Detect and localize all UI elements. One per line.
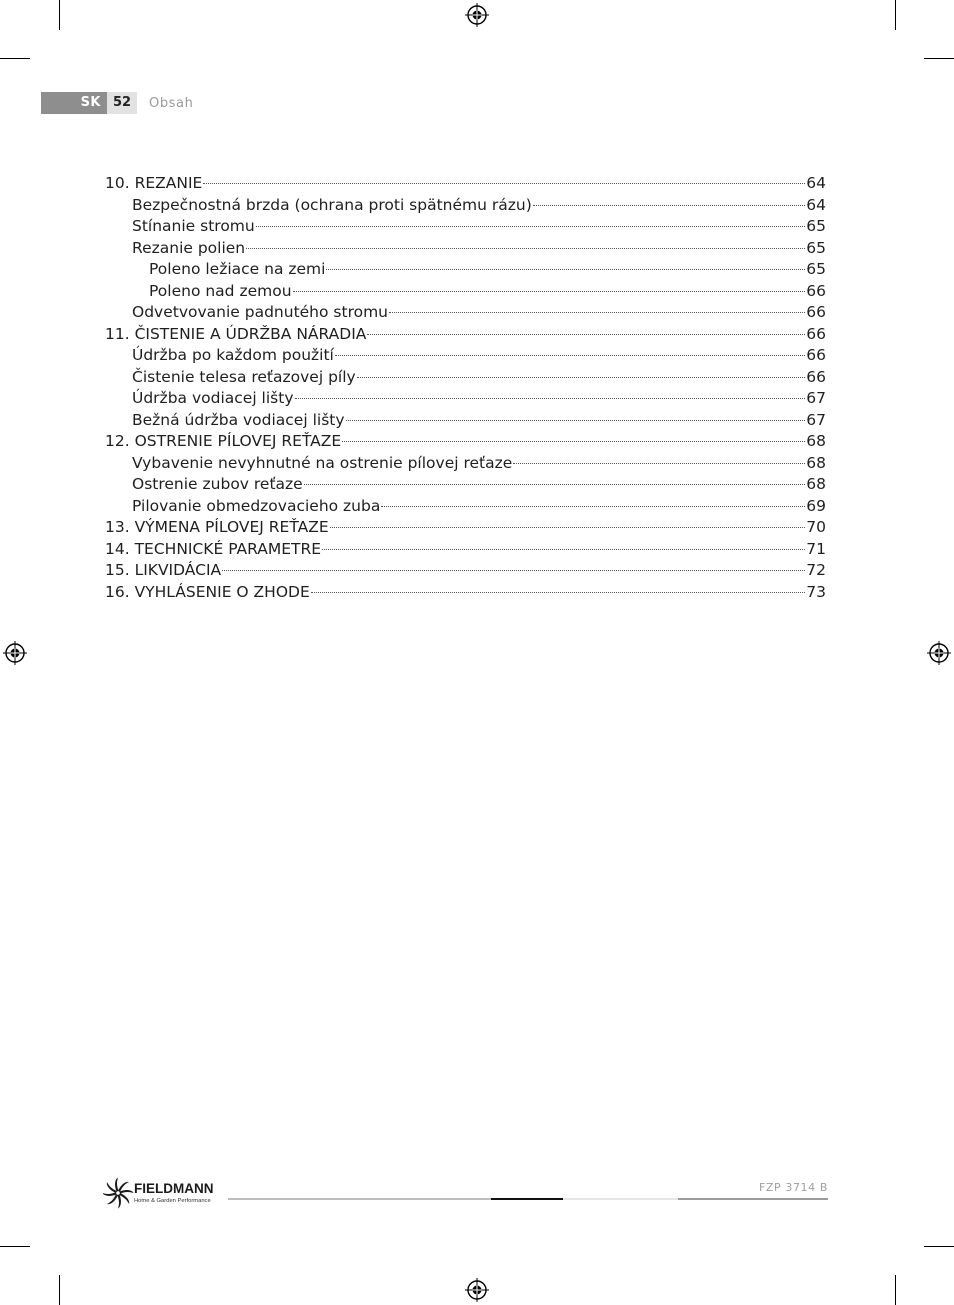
toc-entry-page: 68 <box>806 432 826 450</box>
toc-dot-leader <box>246 231 805 253</box>
toc-entry[interactable] <box>132 403 826 429</box>
toc-dot-leader <box>330 510 806 532</box>
model-number: FZP 3714 B <box>758 1181 828 1194</box>
crop-mark <box>924 58 954 59</box>
toc-entry-page: 67 <box>806 411 826 429</box>
toc-dot-leader <box>342 424 805 446</box>
crop-mark <box>59 0 60 30</box>
toc-entry[interactable] <box>132 231 826 257</box>
toc-entry-title: Bežná údržba vodiacej lišty <box>132 411 345 429</box>
toc-entry-title: 10. REZANIE <box>105 174 203 192</box>
toc-entry-page: 64 <box>806 174 826 192</box>
toc-entry-title: 15. LIKVIDÁCIA <box>105 561 222 579</box>
crop-mark <box>924 1246 954 1247</box>
toc-entry-page: 66 <box>806 303 826 321</box>
toc-entry-page: 66 <box>806 325 826 343</box>
registration-mark-icon <box>927 641 951 665</box>
toc-entry[interactable] <box>105 575 826 601</box>
toc-entry-title: Čistenie telesa reťazovej píly <box>132 368 356 386</box>
toc-dot-leader <box>513 446 805 468</box>
toc-dot-leader <box>322 532 805 554</box>
toc-entry-page: 67 <box>806 389 826 407</box>
toc-entry[interactable] <box>105 424 826 450</box>
footer-rule <box>563 1198 678 1200</box>
toc-entry[interactable] <box>132 295 826 321</box>
footer-rule <box>491 1198 563 1200</box>
toc-entry-page: 73 <box>806 583 826 601</box>
toc-entry[interactable] <box>132 467 826 493</box>
toc-entry-title: Poleno nad zemou <box>149 282 292 300</box>
toc-entry-title: 14. TECHNICKÉ PARAMETRE <box>105 540 322 558</box>
toc-dot-leader <box>357 360 806 382</box>
footer-rule <box>678 1198 828 1200</box>
toc-dot-leader <box>222 553 805 575</box>
page-number: 52 <box>107 92 137 114</box>
toc-entry-title: Ostrenie zubov reťaze <box>132 475 303 493</box>
toc-entry-title: 16. VYHLÁSENIE O ZHODE <box>105 583 310 601</box>
toc-entry-title: Odvetvovanie padnutého stromu <box>132 303 389 321</box>
toc-entry-title: Poleno ležiace na zemi <box>149 260 326 278</box>
toc-entry[interactable] <box>149 252 826 278</box>
toc-entry-page: 65 <box>806 260 826 278</box>
footer-rule <box>228 1198 491 1200</box>
crop-mark <box>0 58 30 59</box>
toc-dot-leader <box>326 252 805 274</box>
toc-entry[interactable] <box>132 489 826 515</box>
toc-entry[interactable] <box>132 338 826 364</box>
toc-entry[interactable] <box>132 381 826 407</box>
toc-dot-leader <box>304 467 806 489</box>
toc-entry-page: 68 <box>806 475 826 493</box>
toc-entry-page: 70 <box>806 518 826 536</box>
toc-entry[interactable] <box>105 532 826 558</box>
toc-dot-leader <box>389 295 805 317</box>
toc-entry-title: 12. OSTRENIE PÍLOVEJ REŤAZE <box>105 432 342 450</box>
toc-entry-title: Údržba vodiacej lišty <box>132 389 294 407</box>
toc-entry-page: 68 <box>806 454 826 472</box>
registration-mark-icon <box>465 1278 489 1302</box>
toc-entry-title: Vybavenie nevyhnutné na ostrenie pílovej reťaze <box>132 454 513 472</box>
crop-mark <box>0 1246 30 1247</box>
toc-entry-page: 66 <box>806 346 826 364</box>
toc-entry-page: 66 <box>806 282 826 300</box>
toc-dot-leader <box>203 166 805 188</box>
language-tab: SK <box>41 92 107 114</box>
registration-mark-icon <box>3 641 27 665</box>
toc-entry-title: Pilovanie obmedzovacieho zuba <box>132 497 381 515</box>
toc-entry[interactable] <box>105 317 826 343</box>
fieldmann-logo <box>103 1177 233 1209</box>
toc-entry-title: Stínanie stromu <box>132 217 255 235</box>
toc-entry-page: 66 <box>806 368 826 386</box>
toc-dot-leader <box>293 274 806 296</box>
toc-dot-leader <box>256 209 806 231</box>
toc-entry-page: 71 <box>806 540 826 558</box>
toc-entry-title: 13. VÝMENA PÍLOVEJ REŤAZE <box>105 518 329 536</box>
toc-entry[interactable] <box>132 209 826 235</box>
toc-entry-page: 65 <box>806 239 826 257</box>
toc-dot-leader <box>381 489 805 511</box>
toc-entry[interactable] <box>132 360 826 386</box>
crop-mark <box>895 0 896 30</box>
toc-entry-title: Rezanie polien <box>132 239 246 257</box>
toc-entry[interactable] <box>132 188 826 214</box>
toc-entry[interactable] <box>105 510 826 536</box>
toc-entry-title: 11. ČISTENIE A ÚDRŽBA NÁRADIA <box>105 325 367 343</box>
crop-mark <box>895 1275 896 1305</box>
toc-entry[interactable] <box>105 553 826 579</box>
toc-entry-page: 72 <box>806 561 826 579</box>
toc-entry[interactable] <box>105 166 826 192</box>
toc-entry-page: 69 <box>806 497 826 515</box>
toc-entry-title: Bezpečnostná brzda (ochrana proti spätnému rázu) <box>132 196 532 214</box>
toc-entry[interactable] <box>132 446 826 472</box>
toc-dot-leader <box>295 381 806 403</box>
toc-entry-page: 65 <box>806 217 826 235</box>
toc-entry[interactable] <box>149 274 826 300</box>
toc-dot-leader <box>533 188 806 210</box>
toc-entry-title: Údržba po každom použití <box>132 346 334 364</box>
toc-entry-page: 64 <box>806 196 826 214</box>
toc-dot-leader <box>367 317 805 339</box>
toc-dot-leader <box>346 403 806 425</box>
brand-tagline: Home & Garden Performance <box>134 1198 211 1204</box>
toc-dot-leader <box>311 575 806 597</box>
section-title: Obsah <box>149 96 194 111</box>
brand-name: FIELDMANN <box>134 1181 214 1196</box>
crop-mark <box>59 1275 60 1305</box>
registration-mark-icon <box>465 3 489 27</box>
toc-dot-leader <box>335 338 805 360</box>
